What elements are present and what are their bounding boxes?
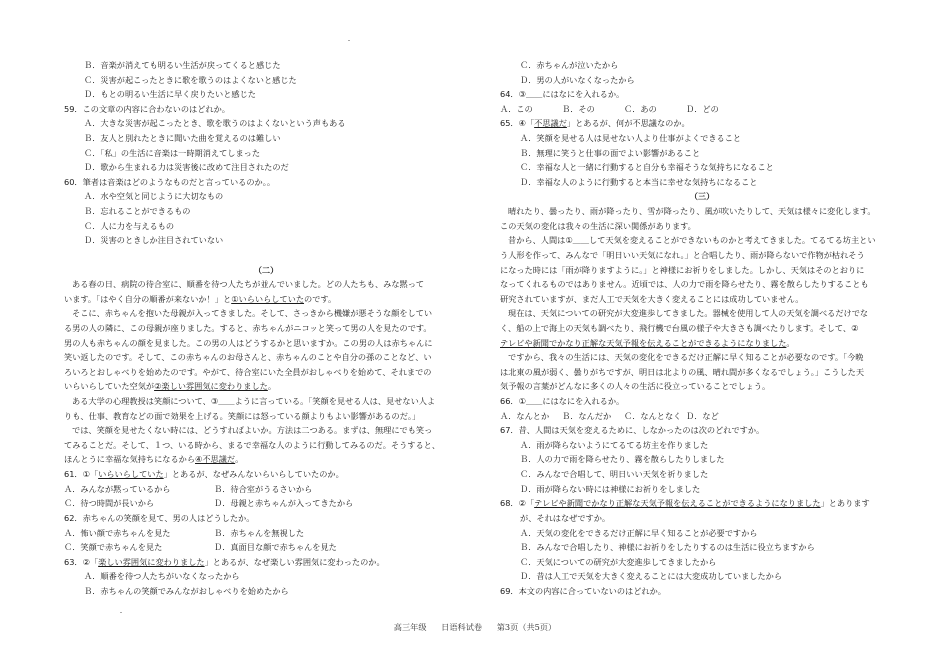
paragraph-line: う人形を作って、みんなで「明日いい天気になれ。」と合唱したり、雨が降らないで作物が枯れそう	[500, 249, 865, 260]
paragraph-line: く、船の上で海上の天気も調べたり、飛行機で台風の様子や大きさも調べたりします。そして、②	[500, 322, 859, 333]
paragraph-line: 現在は、天気についての研究が大変進歩してきました。器械を使用して人の天気を調べるだけでな	[508, 308, 869, 319]
paragraph-line: りも、仕事、教育などの面で効果を上げる。笑顔には怒っている顔よりもよい影響があるのだ。」	[64, 410, 421, 421]
underlined-phrase: 不思議だ	[534, 118, 567, 129]
option-line: Ｂ．人の力で雨を降らせたり、霧を散らしたりしました	[520, 454, 725, 465]
option-line: Ａ．順番を待つ人たちがいなくなったから	[84, 571, 240, 582]
right-column	[500, 58, 904, 599]
option-line: Ｂ．赤ちゃんの笑顔でみんながおしゃべりを始めたから	[84, 585, 289, 596]
option-line: Ａ．水や空気と同じように大切なもの	[84, 191, 224, 202]
underlined-phrase: いらいらしていた	[98, 469, 164, 480]
option-line: Ａ．雨が降らないようにてるてる坊主を作りました	[520, 439, 709, 450]
option-choice: Ｄ．母親と赤ちゃんが入ってきたから	[214, 498, 354, 509]
underlined-phrase: ①いらいらしていた	[231, 293, 305, 304]
paragraph-line: 気予報の言葉がどんなに多くの人々の生活に役立っていることでしょう。	[500, 381, 771, 392]
option-choice: Ｃ．待つ時間が長いから	[64, 498, 155, 509]
footer-subject: 日语科试卷	[441, 622, 483, 632]
scan-speck	[348, 40, 350, 41]
section-heading: （二）	[253, 264, 279, 275]
option-line: Ｂ．音楽が消えても明るい生活が戻ってくると感じた	[84, 60, 281, 70]
paragraph-line: なってくれるものではありません。近頃では、人の力で雨を降らせたり、霧を散らしたりすることも	[500, 279, 869, 290]
left-column	[64, 58, 468, 599]
option-row	[500, 102, 904, 117]
option-row	[64, 526, 468, 541]
underlined-phrase: テレビや新聞でかなり正解な天気予報を伝えることができるようになりました	[534, 498, 821, 509]
option-choice: Ａ．この	[500, 103, 533, 114]
paragraph-line	[64, 452, 468, 467]
text-run: 」とあるが、何が不思議なのか。	[566, 118, 690, 129]
option-line: Ｃ．人に力を与えるもの	[84, 220, 175, 231]
paragraph-line: では、笑顔を見せたくない時には、どうすればよいか。方法は二つある。まずは、無理にでも笑っ	[72, 425, 433, 436]
option-line: Ａ．天気の変化をできるだけ正解に早く知ることが必要ですから	[520, 527, 758, 538]
option-choice: Ａ．なんとか	[500, 410, 550, 421]
paragraph-line: ある春の日、病院の待合室に、順番を待つ人たちが並んでいました。どの人たちも、みな黙って	[72, 279, 425, 290]
footer-grade: 高三年级	[393, 622, 427, 632]
option-line: Ｄ．幸福な人のように行動すると本当に幸せな気持ちになること	[520, 176, 758, 187]
option-choice: Ｃ．笑顔で赤ちゃんを見た	[64, 542, 163, 553]
option-choice: Ｄ．どの	[686, 103, 719, 114]
option-line: Ｄ．災害のときしか注目されていない	[84, 235, 224, 246]
option-choice: Ｂ．なんだか	[562, 410, 612, 421]
spacer-line	[64, 248, 468, 263]
text-run: 」とあります	[820, 498, 870, 509]
option-line: Ｃ．幸福な人と一緒に行動すると自分も幸福そうな気持ちになること	[520, 162, 774, 173]
option-choice: Ｃ．あの	[624, 103, 657, 114]
footer-page-number: 第3页（共5页）	[496, 622, 557, 632]
option-line: Ｃ．みんなで合唱して、明日いい天気を祈りました	[520, 469, 709, 480]
paragraph-line: ろいろとおしゃべりを始めたのです。やがて、待合室にいた全員がおしゃべりを始めて、それまでの	[64, 366, 432, 377]
paragraph-line	[500, 336, 904, 351]
option-choice: Ａ．怖い顔で赤ちゃんを見た	[64, 527, 171, 538]
paragraph-line: 昔から、人間は①＿＿して天気を変えることができないものかと考えてきました。てるてる坊主とい	[508, 235, 876, 246]
question-line: 62．赤ちゃんの笑顔を見て、男の人はどうしたか。	[64, 512, 255, 523]
option-choice: Ｂ．その	[562, 103, 595, 114]
option-line: Ｂ．友人と別れたときに聞いた曲を覚えるのは難しい	[84, 133, 281, 144]
underlined-phrase: 楽しい雰囲気に変わりました	[98, 556, 205, 567]
option-line: Ｃ．赤ちゃんが泣いたから	[520, 60, 619, 70]
option-choice: Ｃ．なんとなく	[624, 410, 682, 421]
text-run: 63．②「	[64, 556, 99, 567]
text-run: 68．②「	[500, 498, 535, 509]
option-row	[500, 409, 904, 424]
option-line: Ｃ．「私」の生活に音楽は一時期消えてしまった	[84, 147, 261, 158]
question-line: 59．この文章の内容に合わないのはどれか。	[64, 103, 230, 114]
option-row	[64, 540, 468, 555]
text-run: います。「はやく自分の順番が来ないか！」と	[64, 293, 232, 304]
option-line: Ｂ．忘れることができるもの	[84, 206, 191, 217]
option-line: Ａ．笑顔を見せる人は見せない人より仕事がよくできること	[520, 133, 742, 144]
question-line: 60．筆者は音楽はどのようなものだと言っているのか。。	[64, 176, 276, 187]
paragraph-line: この天気の変化は我々の生活に深い関係があります。	[500, 220, 696, 231]
text-run: 61．①「	[64, 469, 99, 480]
underlined-phrase: ②楽しい雰囲気に変わりました	[154, 381, 268, 392]
text-run: 。	[786, 337, 795, 348]
option-line: Ｄ．歌から生まれる力は災害後に改めて注目されたのだ	[84, 162, 289, 173]
question-line: 67．昔、人間は天気を変えるために、しなかったのは次のどれですか。	[500, 425, 765, 436]
paragraph-line: 晴れたり、曇ったり、雨が降ったり、雪が降ったり、風が吹いたりして、天気は様々に変化します。	[508, 206, 876, 217]
option-line: が、それはなぜですか。	[520, 512, 611, 523]
paragraph-line: 研究されていますが、まだ人工で天気を大きく変えることには成功していません。	[500, 293, 804, 304]
text-run: 。	[267, 381, 277, 392]
paragraph-line: 笑い返したのです。そして、この赤ちゃんのお母さんと、赤ちゃんのことや自分の孫のことなど、い	[64, 352, 432, 363]
section-heading: （三）	[689, 191, 715, 202]
paragraph-line	[64, 379, 468, 394]
option-choice: Ｄ．など	[686, 410, 719, 421]
page-footer	[0, 622, 950, 633]
option-line: Ｂ．無理に笑うと仕事の面でよい影響があること	[520, 147, 701, 158]
option-line: Ｄ．昔は人工で天気を大きく変えることには大変成功していましたから	[520, 571, 783, 582]
question-line: 69．本文の内容に合っていないのはどれか。	[500, 585, 666, 596]
question-line: 64．③＿＿にはなにを入れるか。	[500, 89, 625, 100]
option-line: Ｄ．男の人がいなくなったから	[520, 74, 635, 85]
option-choice: Ｂ．赤ちゃんを無視した	[214, 527, 305, 538]
option-choice: Ｄ．真面目な顔で赤ちゃんを見た	[214, 542, 337, 553]
question-line	[64, 467, 468, 482]
text-run: 」とあるが、なぜみんないらいらしていたのか。	[163, 469, 344, 480]
question-line: 66．①＿＿にはなにを入れるか。	[500, 396, 625, 407]
option-line: Ｄ．雨が降らない時には神様にお祈りをしました	[520, 483, 701, 494]
text-run: ほんとうに幸福な気持ちになるから	[64, 454, 196, 465]
paragraph-line: る男の人の隣に、この母親が座りました。すると、赤ちゃんがニコッと笑って男の人を見たのです。	[64, 322, 432, 333]
option-line: Ｃ．天気についての研究が大変進歩してきましたから	[520, 556, 717, 567]
paragraph-line: てみることだ。そして、１つ、いる時から、まるで幸福な人のように行動してみるのだ。そうすると、	[64, 439, 441, 450]
option-line: Ｄ．もとの明るい生活に早く戻りたいと感じた	[84, 89, 256, 100]
paragraph-line: そこに、赤ちゃんを抱いた母親が入ってきました。そして、さっきから機嫌が悪そうな顔をしてい	[72, 308, 433, 319]
option-row	[64, 482, 468, 497]
underlined-phrase: ④不思議だ	[195, 454, 236, 465]
option-choice: Ｂ．待合室がうるさいから	[214, 483, 313, 494]
text-run: 」とあるが、なぜ楽しい雰囲気に変わったのか。	[204, 556, 385, 567]
option-line: Ａ．大きな災害が起こったとき、歌を歌うのはよくないという声もある	[84, 118, 346, 129]
paragraph-line: ある大学の心理教授は笑顔について、③＿＿ように言っている。「笑顔を見せる人は、見せない人よ	[72, 396, 436, 407]
paragraph-line: は北東の風が弱く、曇りがちですが、明日は北よりの風、晴れ間が多くなるでしょう。」こうした天	[500, 366, 865, 377]
option-row	[64, 496, 468, 511]
paragraph-line: ですから、我々の生活には、天気の変化をできるだけ正解に早く知ることが必要なのです。「今晩	[508, 352, 864, 363]
scan-speck	[120, 612, 122, 613]
paragraph-line	[64, 292, 468, 307]
underlined-phrase: テレビや新聞でかなり正解な天気予報を伝えることができるようになりました	[500, 337, 787, 348]
paragraph-line: になった時には「雨が降りますように。」と神様にお祈りをしました。しかし、天気はそのとおりに	[500, 264, 865, 275]
question-line	[64, 555, 468, 570]
question-line	[500, 496, 904, 511]
text-run: 65．④「	[500, 118, 535, 129]
option-line: Ｂ．みんなで合唱したり、神様にお祈りをしたりするのは生活に役立ちますから	[520, 542, 815, 553]
text-run: 。	[235, 454, 244, 465]
text-run: いらいらしていた空気が	[64, 381, 155, 392]
paragraph-line: 男の人も赤ちゃんの顔を見ました。この男の人はどうするかと思いますか。この男の人は赤ちゃんに	[64, 337, 433, 348]
text-run: のです。	[304, 293, 337, 304]
question-line	[500, 116, 904, 131]
option-line: Ｃ．災害が起こったときに歌を歌うのはよくないと感じた	[84, 74, 297, 85]
option-choice: Ａ．みんなが黙っているから	[64, 483, 171, 494]
